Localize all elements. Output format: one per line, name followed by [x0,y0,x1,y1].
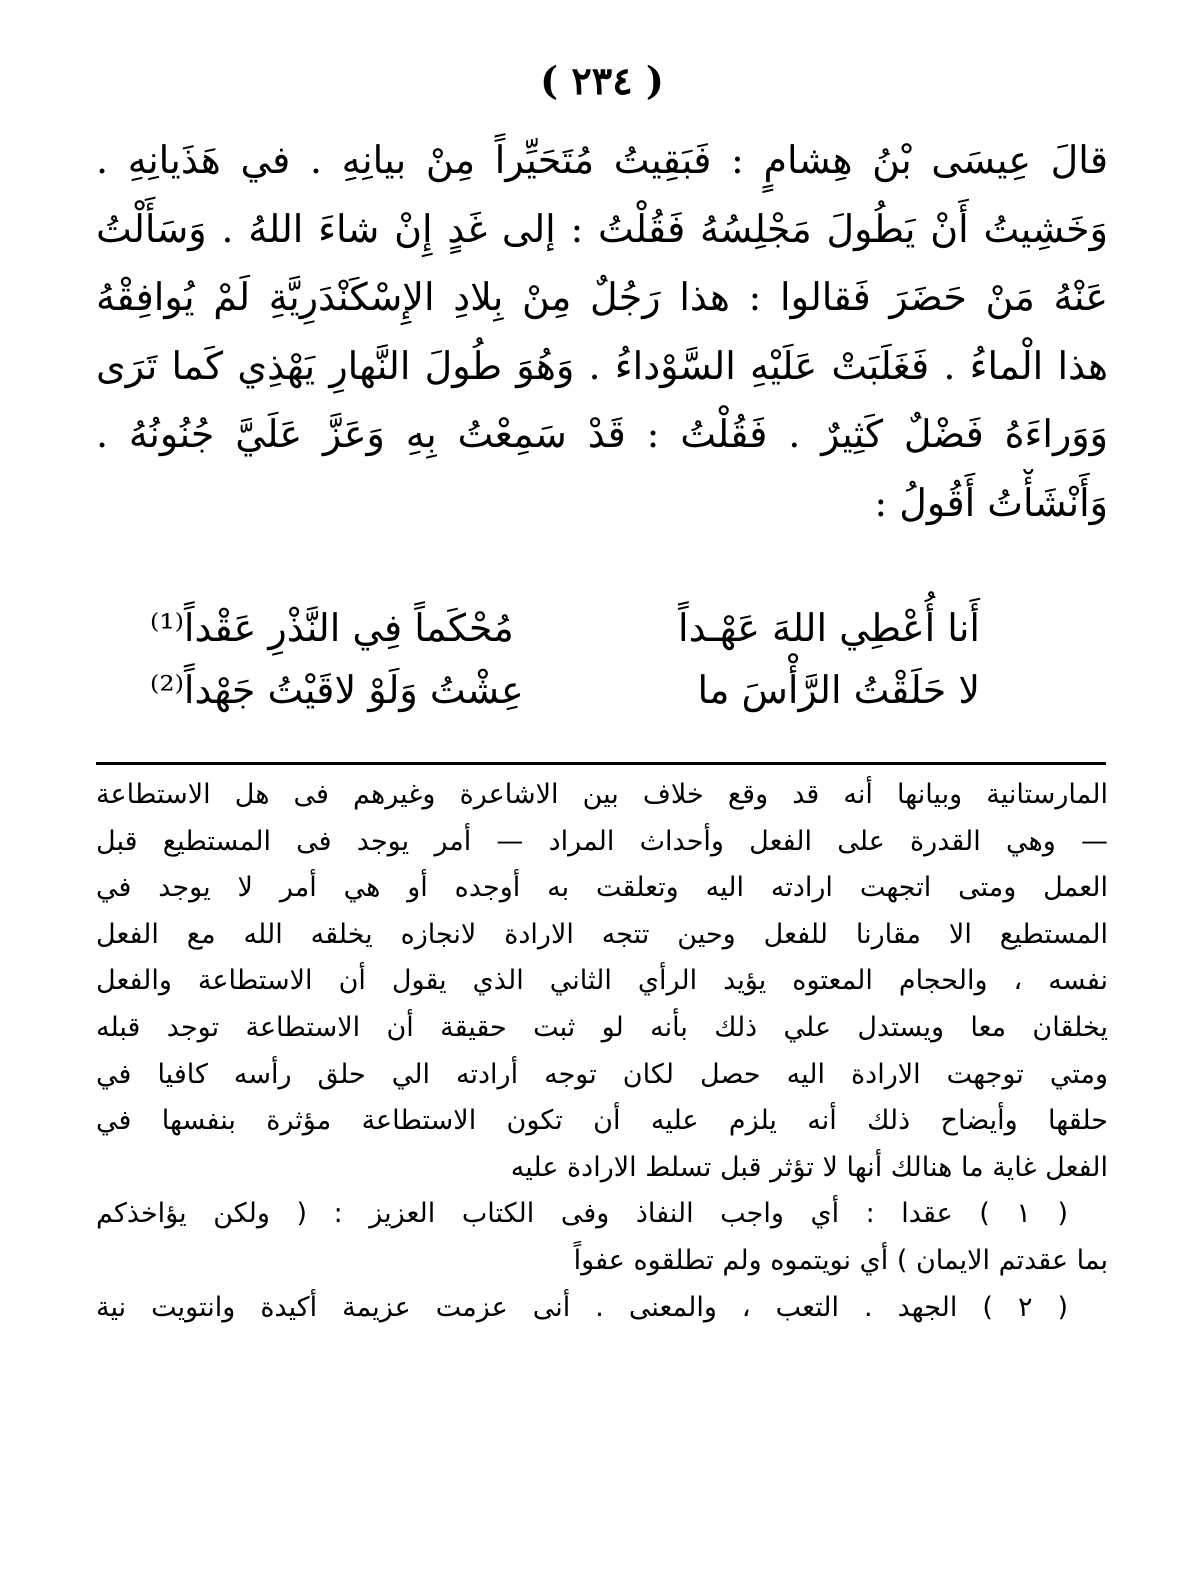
footnotes [96,772,1108,1331]
footnote-1-continuation: بما عقدتم الايمان ) أي نويتموه ولم تطلقوه عفواً [573,1244,1108,1276]
footnote-line: الفعل غاية ما هنالك أنها لا تؤثر قبل تسلط الارادة عليه [510,1151,1108,1183]
footnote-separator [96,762,1106,765]
verse-line [150,606,980,668]
main-text-line: وَأَنْشَأْتُ أَقُولُ : [874,480,1108,525]
footnote-line: ومتي توجهت الارادة اليه حصل لكان توجه أرادته الي حلق رأسه كافيا في [96,1058,1108,1090]
main-text-line: عَنْهُ مَنْ حَضَرَ فَقالوا : هذا رَجُلٌ مِنْ بِلادِ الإِسْكَنْدَرِيَّةِ لَمْ يُوافِقْهُ [96,275,1108,320]
main-text-line: قالَ عِيسَى بْنُ هِشامٍ : فَبَقِيتُ مُتَحَيِّراً مِنْ بيانِهِ . في هَذَيانِهِ . [96,138,1108,182]
footnote-line: المستطيع الا مقارنا للفعل وحين تتجه الارادة لانجازه يخلقه الله مع الفعل [96,918,1108,950]
main-text-line: وَوَراءَهُ فَضْلٌ كَثِيرٌ . فَقُلْتُ : قَدْ سَمِعْتُ بِهِ وَعَزَّ عَلَيَّ جُنُونُهُ . [96,412,1108,457]
footnote-2: ( ٢ ) الجهد . التعب ، والمعنى . أنى عزمت عزيمة أكيدة وانتويت نية [96,1291,1068,1323]
verse-first-hemistich: أَنا أُعْطِي اللهَ عَهْـداً [678,606,980,650]
verse-second-hemistich: مُحْكَماً فِي النَّذْرِ عَقْداً⁽¹⁾ [150,606,514,650]
footnote-line: العمل ومتى اتجهت ارادته اليه وتعلقت به أوجده أو هي أمر لا يوجد في [96,872,1108,904]
footnote-line: حلقها وأيضاح ذلك أنه يلزم عليه أن تكون الاستطاعة مؤثرة بنفسها في [96,1105,1108,1137]
footnote-1: ( ١ ) عقدا : أي واجب النفاذ وفى الكتاب العزيز : ( ولكن يؤاخذكم [96,1198,1068,1230]
footnote-line: — وهي القدرة على الفعل وأحداث المراد — أمر يوجد فى المستطيع قبل [96,825,1108,857]
main-text [96,126,1108,538]
footnote-line: نفسه ، والحجام المعتوه يؤيد الرأي الثاني الذي يقول أن الاستطاعة والفعل [96,965,1108,997]
verse-second-hemistich: عِشْتُ وَلَوْ لاقَيْتُ جَهْداً⁽²⁾ [150,668,524,712]
verse-line [150,668,980,730]
footnote-line: المارستانية وبيانها أنه قد وقع خلاف بين الاشاعرة وغيرهم فى هل الاستطاعة [96,779,1108,810]
verse-first-hemistich: لا حَلَقْتُ الرَّأْسَ ما [697,668,980,712]
main-text-line: وَخَشِيتُ أَنْ يَطُولَ مَجْلِسُهُ فَقُلْتُ : إلى غَدٍ إِنْ شاءَ اللهُ . وَسَأَلْتُ [96,206,1108,251]
poem [150,606,980,730]
main-text-line: هذا الْماءُ . فَغَلَبَتْ عَلَيْهِ السَّوْداءُ . وَهُوَ طُولَ النَّهارِ يَهْذِي كَما تَرَى [96,343,1108,388]
page-number: ( ٢٣٤ ) [540,58,664,103]
footnote-line: يخلقان معا ويستدل علي ذلك بأنه لو ثبت حقيقة أن الاستطاعة توجد قبله [96,1011,1108,1043]
